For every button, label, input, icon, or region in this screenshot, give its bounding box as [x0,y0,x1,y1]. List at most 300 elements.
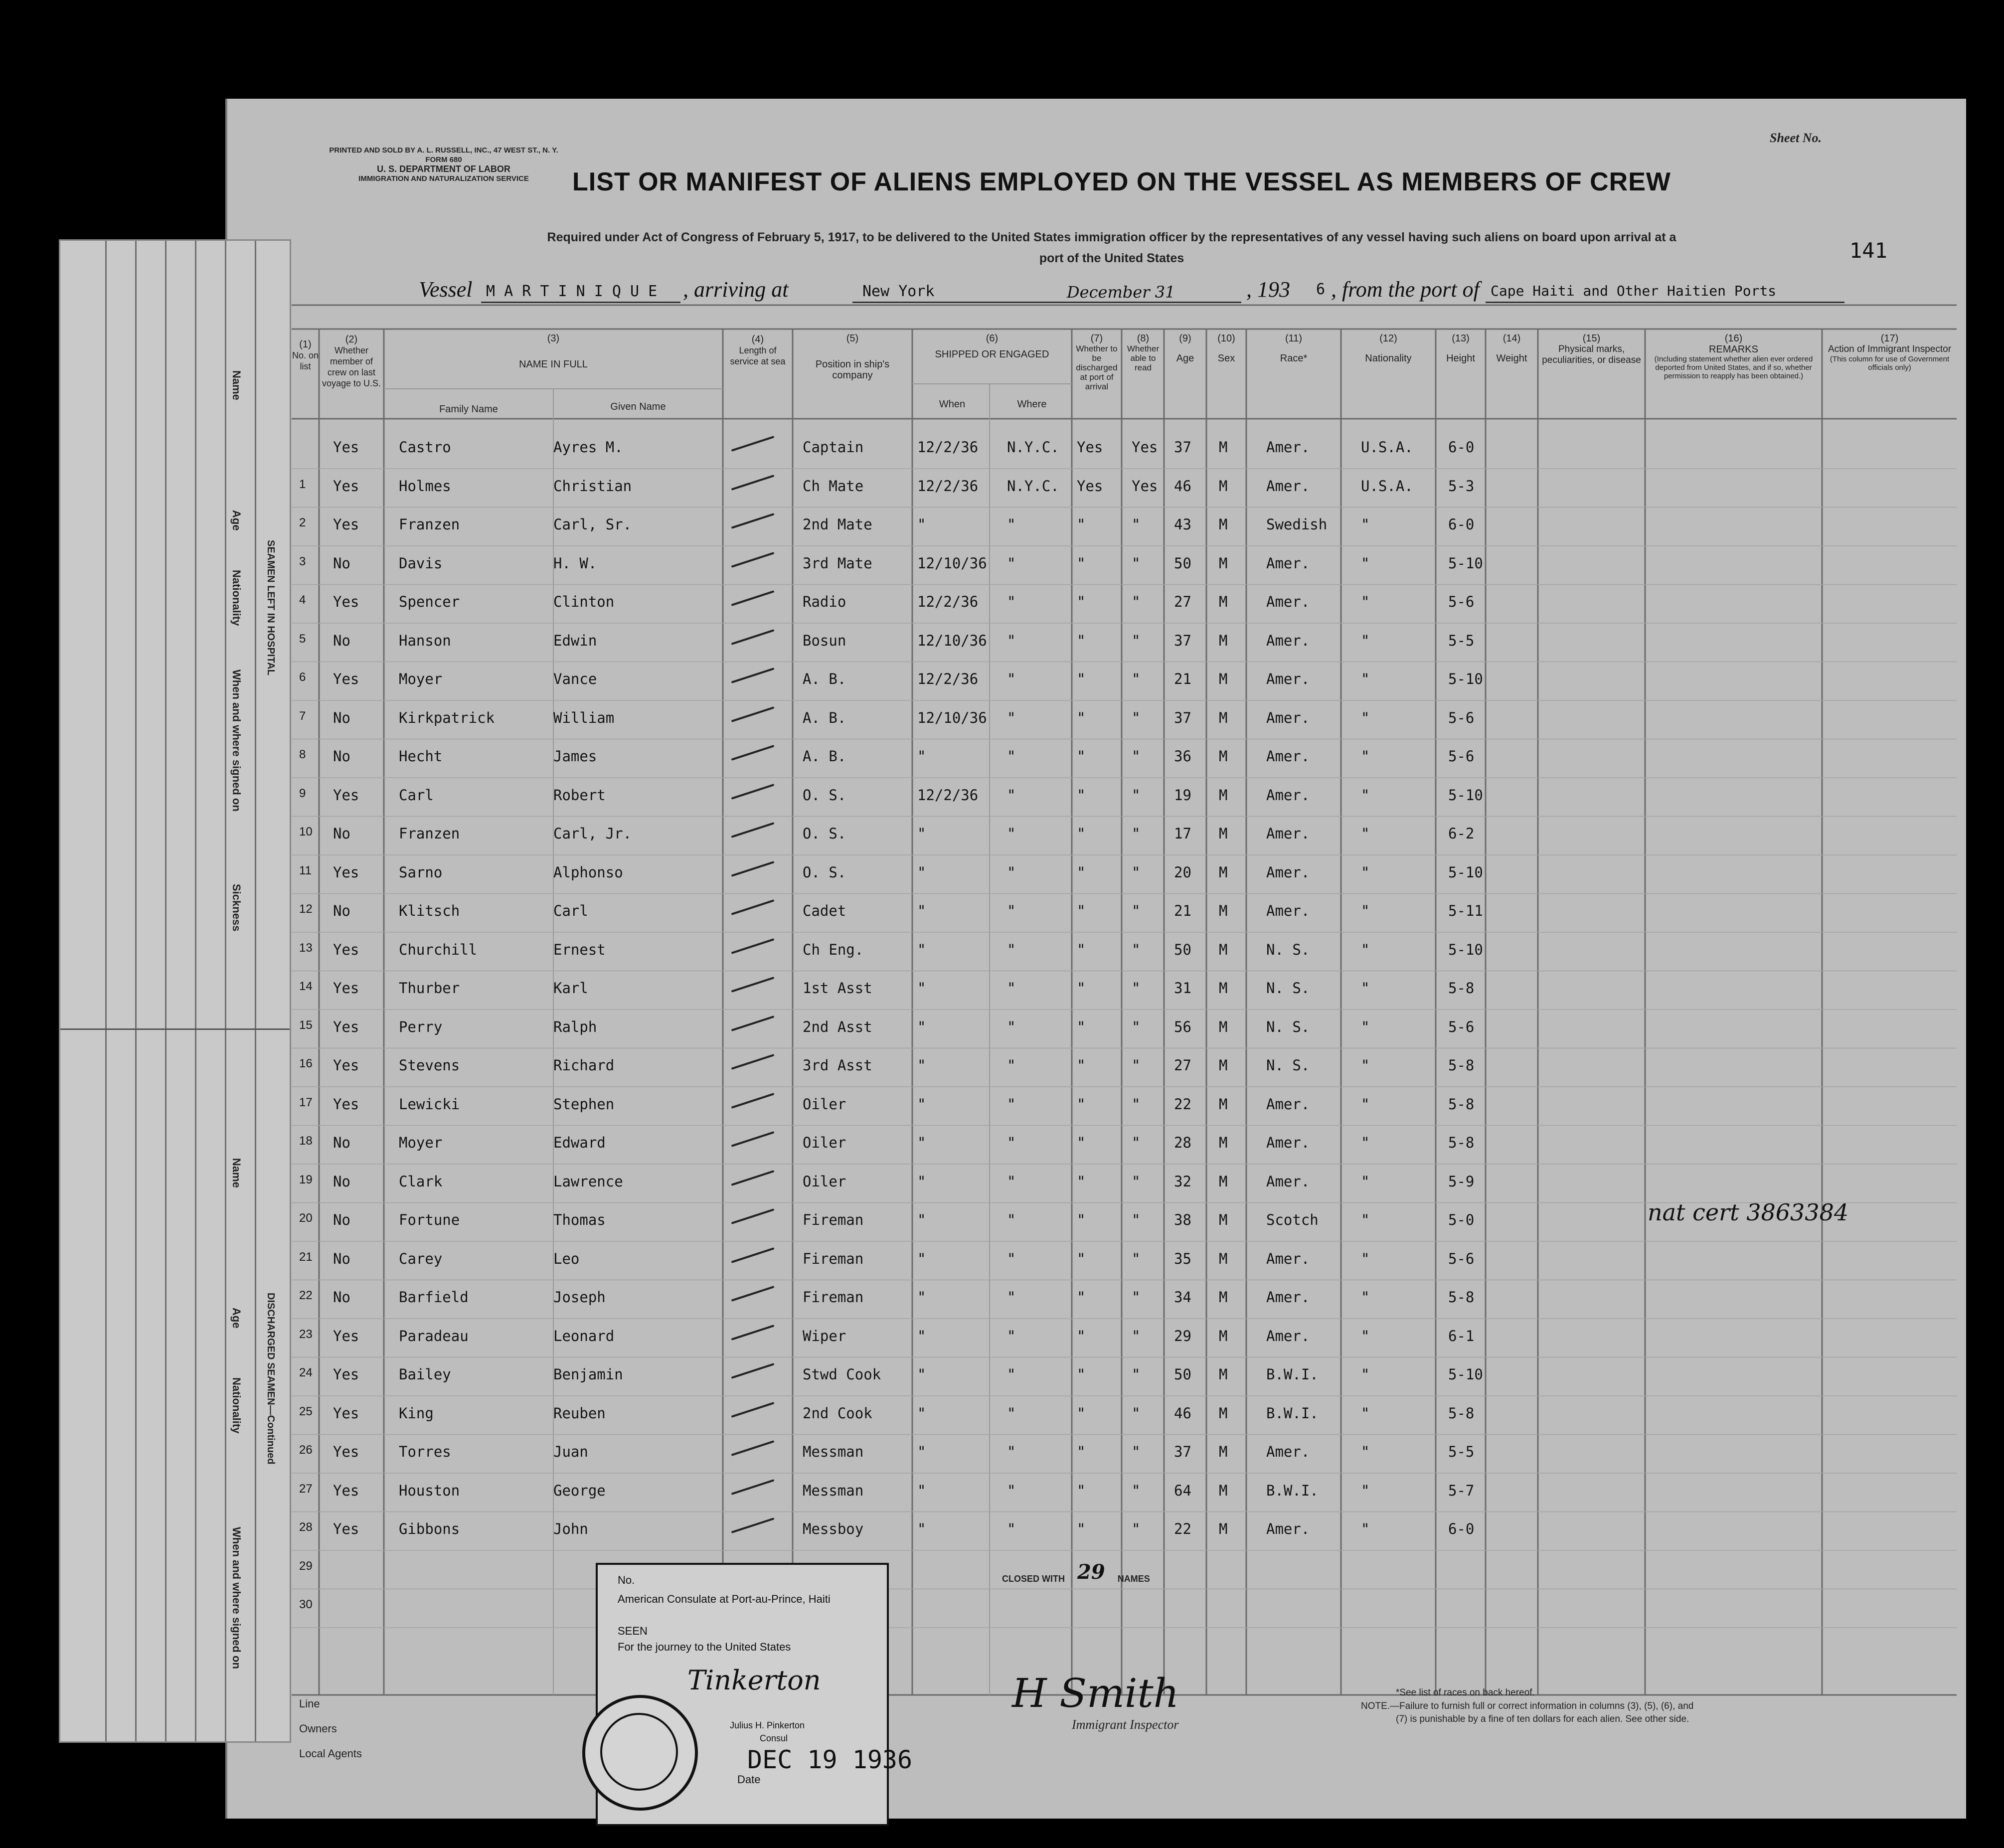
cell-last-voyage: Yes [333,786,359,804]
cell-age: 46 [1174,1404,1191,1422]
cell-sex: M [1219,1250,1228,1267]
cell-family-name: Davis [399,554,443,572]
cell-last-voyage: Yes [333,1404,359,1422]
cell-when: " [917,1211,926,1228]
cell-where: " [1007,1520,1016,1537]
cell-when: 12/2/36 [917,786,979,804]
departure-port: Cape Haiti and Other Haitien Ports [1491,283,1777,299]
cell-given-name: Christian [553,477,632,495]
cell-when: " [917,1095,926,1113]
col-header-family: Family Name [439,404,498,415]
flap-col-nationality-2: Nationality [230,1377,243,1434]
cell-height: 5-8 [1448,1095,1475,1113]
cell-nationality: " [1361,1134,1370,1151]
cell-last-voyage: Yes [333,593,359,610]
cell-given-name: Stephen [553,1095,615,1113]
cell-number: 29 [299,1559,313,1573]
cell-when: " [917,1443,926,1460]
cell-read: " [1132,1520,1141,1537]
cell-sex: M [1219,632,1228,649]
cell-discharged: " [1077,863,1086,881]
cell-race: Amer. [1266,825,1310,842]
col-header-number: (1) No. on list [292,339,319,371]
cell-position: Oiler [803,1134,846,1151]
form-number: FORM 680 [425,156,462,164]
cell-given-name: Leonard [553,1327,615,1344]
cell-number: 4 [299,593,306,607]
cell-last-voyage: No [333,1289,350,1306]
flap-col-name: Name [230,370,243,400]
cell-family-name: Hecht [399,748,443,765]
cell-nationality: " [1361,1520,1370,1537]
cell-read: " [1132,516,1141,533]
cell-sex: M [1219,1327,1228,1344]
cell-age: 21 [1174,671,1191,687]
cell-height: 5-10 [1448,786,1483,804]
cell-discharged: " [1077,786,1086,804]
page-number: 141 [1849,238,1887,263]
cell-number: 6 [299,671,306,684]
stamp-consulate: American Consulate at Port-au-Prince, Haiti [618,1593,831,1605]
inspector-label: Immigrant Inspector [1072,1717,1179,1732]
cell-race: Amer. [1266,709,1310,726]
cell-height: 5-6 [1448,709,1475,726]
cell-discharged: " [1077,709,1086,726]
col-header-discharged: (7) Whether to be discharged at port of arrival [1076,333,1118,391]
cell-number: 27 [299,1482,313,1496]
cell-read: " [1132,941,1141,958]
cell-race: Amer. [1266,863,1310,881]
printer-line: PRINTED AND SOLD BY A. L. RUSSELL, INC., 47 WEST ST., N. Y. [329,146,558,155]
col-header-shipped: (6) SHIPPED OR ENGAGED [935,333,1049,360]
cell-family-name: Perry [399,1018,443,1035]
cell-when: " [917,1057,926,1074]
cell-number: 9 [299,786,306,800]
cell-nationality: " [1361,748,1370,765]
col-header-race: (11) Race* [1280,333,1308,364]
cell-where: " [1007,1366,1016,1383]
cell-position: 3rd Asst [803,1057,872,1074]
cell-sex: M [1219,1443,1228,1460]
flap-col-signed: When and where signed on [230,670,243,812]
cell-when: 12/10/36 [917,554,987,572]
cell-height: 5-8 [1448,1057,1475,1074]
cell-nationality: " [1361,1173,1370,1190]
cell-race: B.W.I. [1266,1482,1319,1499]
cell-number: 2 [299,516,306,529]
cell-where: " [1007,593,1016,610]
cell-family-name: Houston [399,1482,460,1499]
flap-col-sickness: Sickness [230,884,243,932]
cell-where: " [1007,709,1016,726]
cell-last-voyage: Yes [333,1520,359,1537]
cell-position: Oiler [803,1095,846,1113]
flap-col-age-2: Age [230,1308,243,1329]
cell-nationality: " [1361,863,1370,881]
cell-read: " [1132,863,1141,881]
cell-family-name: Torres [399,1443,451,1460]
cell-height: 5-8 [1448,1134,1475,1151]
cell-age: 17 [1174,825,1191,842]
cell-where: " [1007,1134,1016,1151]
cell-number: 5 [299,632,306,646]
cell-number: 19 [299,1173,313,1186]
cell-number: 21 [299,1250,313,1264]
cell-race: Amer. [1266,1520,1310,1537]
cell-given-name: Richard [553,1057,615,1074]
cell-where: " [1007,1057,1016,1074]
cell-number: 25 [299,1404,313,1418]
cell-discharged: " [1077,1443,1086,1460]
cell-nationality: " [1361,632,1370,649]
col-header-when: When [939,399,966,410]
cell-number: 18 [299,1134,313,1148]
cell-sex: M [1219,1018,1228,1035]
cell-position: Radio [803,593,846,610]
cell-when: " [917,1327,926,1344]
cell-where: " [1007,863,1016,881]
cell-last-voyage: Yes [333,671,359,687]
stamp-no-label: No. [618,1574,635,1586]
cell-when: " [917,1404,926,1422]
cell-where: " [1007,1289,1016,1306]
cell-race: Swedish [1266,516,1328,533]
cell-height: 6-0 [1448,516,1475,533]
cell-sex: M [1219,1482,1228,1499]
cell-given-name: William [553,709,615,726]
cell-family-name: King [399,1404,434,1422]
cell-number: 28 [299,1520,313,1534]
closed-with [1002,1560,1150,1587]
cell-family-name: Kirkpatrick [399,709,495,726]
cell-age: 22 [1174,1095,1191,1113]
cell-position: Messman [803,1443,864,1460]
cell-where: " [1007,671,1016,687]
cell-when: " [917,825,926,842]
flap-section-discharged: DISCHARGED SEAMEN—Continued [265,1293,276,1465]
cell-sex: M [1219,1404,1228,1422]
cell-given-name: Carl, Jr. [553,825,632,842]
cell-nationality: " [1361,1095,1370,1113]
cell-race: Amer. [1266,748,1310,765]
cell-nationality: " [1361,825,1370,842]
cell-position: 2nd Asst [803,1018,872,1035]
cell-given-name: Edwin [553,632,597,649]
cell-sex: M [1219,863,1228,881]
cell-where: " [1007,554,1016,572]
cell-discharged: " [1077,516,1086,533]
cell-height: 5-10 [1448,863,1483,881]
cell-family-name: Stevens [399,1057,460,1074]
cell-height: 5-8 [1448,1289,1475,1306]
cell-age: 31 [1174,980,1191,997]
cell-last-voyage: Yes [333,863,359,881]
footer-agents-label: Local Agents [299,1747,362,1760]
cell-where: " [1007,1095,1016,1113]
cell-nationality: " [1361,516,1370,533]
cell-height: 5-6 [1448,593,1475,610]
cell-discharged: " [1077,902,1086,919]
flap-col-signed-2: When and where signed on [230,1527,243,1669]
stamp-date: DEC 19 1936 [747,1745,913,1774]
cell-last-voyage: No [333,709,350,726]
cell-position: Wiper [803,1327,846,1344]
cell-nationality: " [1361,709,1370,726]
cell-age: 50 [1174,1366,1191,1383]
cell-family-name: Carey [399,1250,443,1267]
footer-owners-label: Owners [299,1722,337,1735]
cell-given-name: Karl [553,980,588,997]
year-prefix: , 193 [1246,277,1290,302]
cell-given-name: Leo [553,1250,580,1267]
cell-sex: M [1219,439,1228,456]
cell-read: " [1132,1095,1141,1113]
subtitle-line: port of the United States [1039,251,1184,265]
cell-family-name: Klitsch [399,902,460,919]
footer-note-penalty: NOTE.—Failure to furnish full or correct information in columns (3), (5), (6), and [1361,1701,1694,1711]
cell-family-name: Lewicki [399,1095,460,1113]
cell-height: 5-5 [1448,1443,1475,1460]
cell-discharged: " [1077,980,1086,997]
cell-where: " [1007,980,1016,997]
cell-when: 12/2/36 [917,477,979,495]
cell-given-name: Reuben [553,1404,606,1422]
cell-read: Yes [1132,477,1158,495]
cell-sex: M [1219,554,1228,572]
remark-naturalization: nat cert 3863384 [1648,1199,1849,1226]
cell-age: 46 [1174,477,1191,495]
cell-race: N. S. [1266,1057,1310,1074]
arrival-date: December 31 [1067,283,1175,302]
cell-nationality: " [1361,1057,1370,1074]
cell-race: B.W.I. [1266,1404,1319,1422]
cell-family-name: Churchill [399,941,478,958]
cell-when: " [917,1134,926,1151]
cell-sex: M [1219,786,1228,804]
cell-age: 27 [1174,593,1191,610]
cell-number: 17 [299,1095,313,1109]
footer-note-penalty-cont: (7) is punishable by a fine of ten dollars for each alien. See other side. [1396,1714,1689,1724]
cell-where: " [1007,941,1016,958]
col-header-remarks: (16) REMARKS (Including statement whether alien ever ordered deported from United States, and if so, whether permission to reapply has been obtained.) [1654,333,1813,380]
cell-family-name: Paradeau [399,1327,469,1344]
cell-height: 6-2 [1448,825,1475,842]
cell-nationality: " [1361,1018,1370,1035]
cell-read: " [1132,1289,1141,1306]
cell-read: " [1132,632,1141,649]
cell-nationality: " [1361,941,1370,958]
cell-discharged: " [1077,1520,1086,1537]
cell-read: " [1132,1482,1141,1499]
cell-position: Captain [803,439,864,456]
cell-age: 27 [1174,1057,1191,1074]
cell-last-voyage: Yes [333,1095,359,1113]
stamp-consul-title: Consul [760,1733,788,1743]
cell-read: " [1132,825,1141,842]
cell-read: " [1132,1057,1141,1074]
cell-nationality: " [1361,671,1370,687]
col-header-position: (5) Position in ship's company [815,333,890,381]
cell-position: Messman [803,1482,864,1499]
cell-race: Amer. [1266,1443,1310,1460]
year-suffix: 6 [1316,281,1326,298]
cell-race: Amer. [1266,439,1310,456]
cell-position: 2nd Cook [803,1404,872,1422]
col-header-age: (9) Age [1176,333,1194,364]
cell-family-name: Thurber [399,980,460,997]
cell-read: " [1132,748,1141,765]
cell-read: " [1132,1443,1141,1460]
cell-last-voyage: Yes [333,1366,359,1383]
cell-given-name: Ayres M. [553,439,623,456]
col-header-sex: (10) Sex [1217,333,1235,364]
cell-age: 37 [1174,1443,1191,1460]
cell-last-voyage: Yes [333,1327,359,1344]
cell-number: 11 [299,863,312,877]
cell-family-name: Moyer [399,1134,443,1151]
cell-height: 5-3 [1448,477,1475,495]
cell-height: 6-0 [1448,1520,1475,1537]
cell-last-voyage: Yes [333,439,359,456]
cell-discharged: " [1077,1173,1086,1190]
cell-race: Amer. [1266,1134,1310,1151]
cell-nationality: " [1361,1443,1370,1460]
cell-age: 37 [1174,632,1191,649]
col-header-nationality: (12) Nationality [1365,333,1412,364]
cell-last-voyage: Yes [333,1482,359,1499]
cell-where: " [1007,516,1016,533]
cell-number: 10 [299,825,313,839]
cell-given-name: Alphonso [553,863,623,881]
cell-position: A. B. [803,709,846,726]
cell-given-name: Joseph [553,1289,606,1306]
cell-height: 6-1 [1448,1327,1475,1344]
cell-number: 26 [299,1443,313,1457]
cell-number: 1 [299,477,306,491]
cell-sex: M [1219,1057,1228,1074]
cell-number: 16 [299,1057,313,1070]
cell-where: " [1007,1250,1016,1267]
cell-where: " [1007,786,1016,804]
cell-position: Stwd Cook [803,1366,881,1383]
cell-read: " [1132,1173,1141,1190]
col-header-name: (3) NAME IN FULL [519,333,588,370]
cell-discharged: " [1077,632,1086,649]
cell-nationality: U.S.A. [1361,477,1413,495]
cell-where: " [1007,1173,1016,1190]
cell-when: 12/2/36 [917,593,979,610]
cell-discharged: " [1077,1366,1086,1383]
inspector-signature: H Smith [1012,1670,1179,1716]
cell-when: " [917,902,926,919]
cell-position: Ch Mate [803,477,864,495]
cell-position: Fireman [803,1289,864,1306]
cell-discharged: " [1077,1134,1086,1151]
vessel-label: Vessel [419,277,473,302]
cell-when: " [917,1482,926,1499]
cell-where: N.Y.C. [1007,477,1059,495]
cell-height: 5-8 [1448,980,1475,997]
cell-race: Amer. [1266,1250,1310,1267]
cell-read: " [1132,593,1141,610]
cell-where: " [1007,902,1016,919]
cell-when: " [917,1289,926,1306]
cell-sex: M [1219,709,1228,726]
cell-position: Oiler [803,1173,846,1190]
cell-given-name: Juan [553,1443,588,1460]
cell-position: O. S. [803,786,846,804]
cell-when: " [917,1250,926,1267]
cell-when: " [917,1520,926,1537]
cell-family-name: Holmes [399,477,451,495]
cell-number: 23 [299,1327,313,1341]
col-header-where: Where [1017,399,1047,410]
cell-read: " [1132,1404,1141,1422]
cell-given-name: H. W. [553,554,597,572]
cell-where: " [1007,632,1016,649]
cell-sex: M [1219,593,1228,610]
cell-when: " [917,1366,926,1383]
cell-position: 2nd Mate [803,516,872,533]
cell-race: Scotch [1266,1211,1319,1228]
cell-race: Amer. [1266,593,1310,610]
cell-family-name: Bailey [399,1366,451,1383]
cell-sex: M [1219,980,1228,997]
cell-age: 34 [1174,1289,1191,1306]
cell-given-name: Benjamin [553,1366,623,1383]
cell-last-voyage: Yes [333,1018,359,1035]
cell-height: 5-6 [1448,1018,1475,1035]
cell-race: Amer. [1266,1289,1310,1306]
cell-family-name: Fortune [399,1211,460,1228]
cell-position: Bosun [803,632,846,649]
cell-number: 15 [299,1018,313,1032]
cell-discharged: " [1077,1250,1086,1267]
cell-last-voyage: No [333,1173,350,1190]
cell-race: N. S. [1266,1018,1310,1035]
cell-read: " [1132,1327,1141,1344]
cell-read: " [1132,1366,1141,1383]
cell-given-name: George [553,1482,606,1499]
flap-col-nationality: Nationality [230,570,243,626]
cell-height: 5-5 [1448,632,1475,649]
footer-line-label: Line [299,1697,320,1710]
cell-sex: M [1219,671,1228,687]
cell-age: 36 [1174,748,1191,765]
cell-position: Cadet [803,902,846,919]
cell-when: " [917,748,926,765]
cell-last-voyage: No [333,1211,350,1228]
department-line: U. S. DEPARTMENT OF LABOR [377,164,510,174]
cell-given-name: Edward [553,1134,606,1151]
cell-sex: M [1219,1366,1228,1383]
cell-given-name: Carl [553,902,588,919]
cell-nationality: " [1361,554,1370,572]
cell-age: 43 [1174,516,1191,533]
col-header-read: (8) Whether able to read [1127,333,1160,372]
cell-given-name: Carl, Sr. [553,516,632,533]
cell-given-name: Ernest [553,941,606,958]
cell-given-name: Robert [553,786,606,804]
cell-number: 12 [299,902,313,916]
cell-age: 22 [1174,1520,1191,1537]
cell-position: A. B. [803,671,846,687]
cell-sex: M [1219,748,1228,765]
cell-discharged: Yes [1077,477,1103,495]
cell-position: Fireman [803,1250,864,1267]
cell-where: " [1007,1327,1016,1344]
cell-discharged: " [1077,1018,1086,1035]
